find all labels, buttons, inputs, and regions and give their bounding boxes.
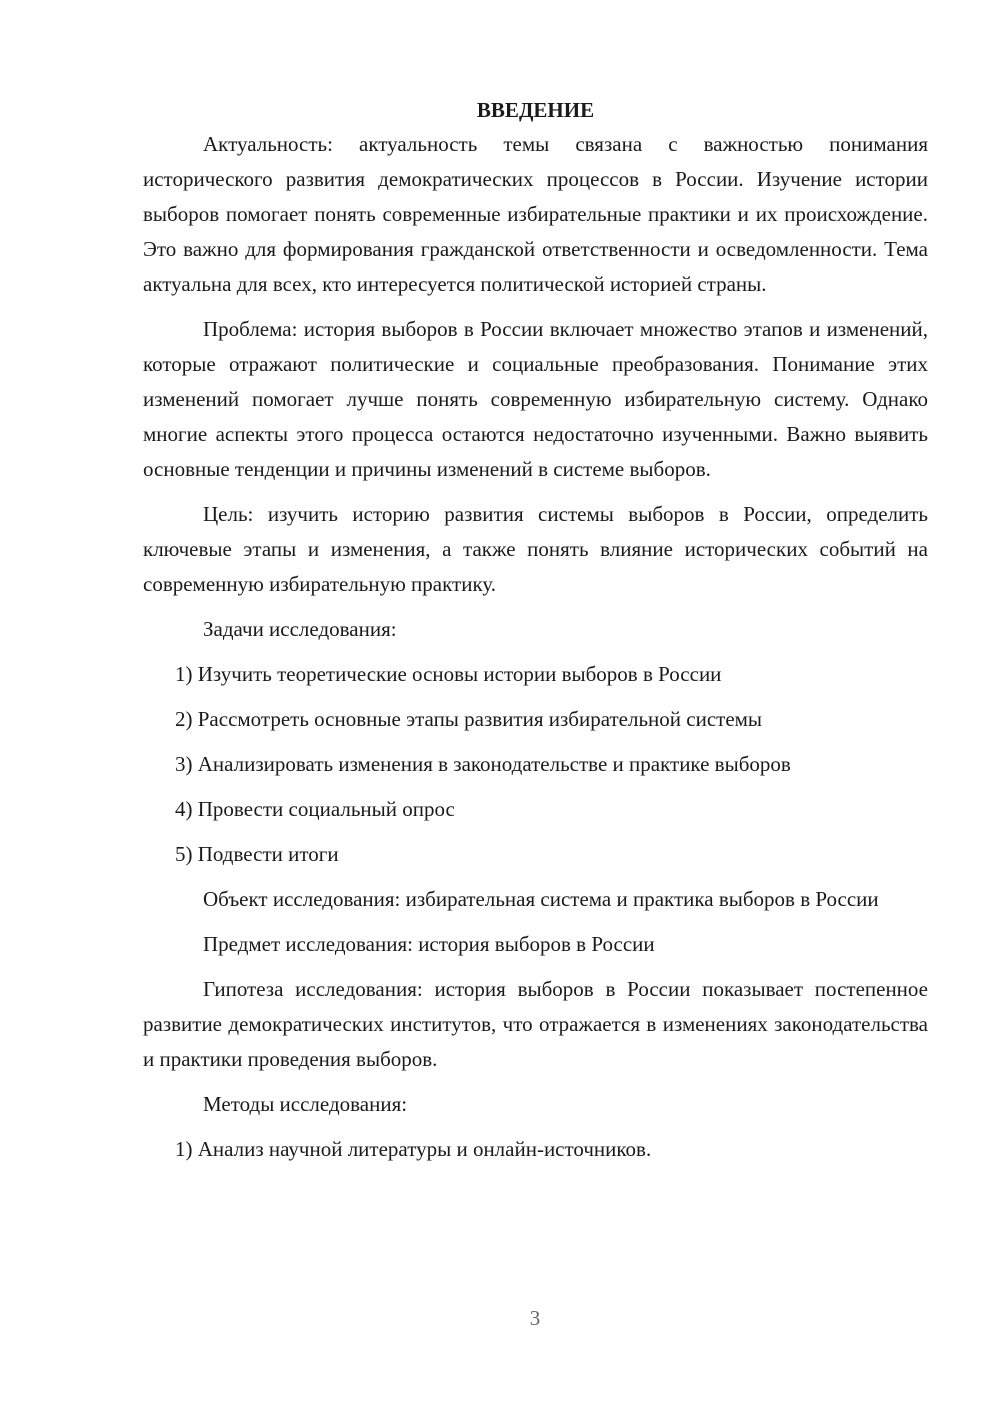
list-item: 1) Анализ научной литературы и онлайн-источников. <box>175 1137 652 1161</box>
list-item: 5) Подвести итоги <box>175 842 339 866</box>
section-heading: ВВЕДЕНИЕ <box>476 98 595 122</box>
page-number: 3 <box>529 1306 541 1330</box>
list-item: 2) Рассмотреть основные этапы развития избирательной системы <box>175 707 763 731</box>
goal-paragraph: Цель: изучить историю развития системы выборов в России, определить ключевые этапы и изменения, а также понять влияние исторических событий на современную избирательную практику. <box>143 502 928 596</box>
tasks-list <box>143 657 928 872</box>
hypothesis-paragraph: Гипотеза исследования: история выборов в России показывает постепенное развитие демократических институтов, что отражается в изменениях законодательства и практики проведения выборов. <box>143 977 928 1071</box>
object-paragraph: Объект исследования: избирательная система и практика выборов в России <box>203 887 879 911</box>
methods-heading: Методы исследования: <box>203 1092 408 1116</box>
list-item: 3) Анализировать изменения в законодательстве и практике выборов <box>175 752 791 776</box>
document-page <box>143 95 928 1177</box>
subject-paragraph: Предмет исследования: история выборов в России <box>203 932 655 956</box>
methods-list <box>143 1132 928 1167</box>
problem-paragraph: Проблема: история выборов в России включает множество этапов и изменений, которые отражают политические и социальные преобразования. Понимание этих изменений помогает лучше понять современную избирательную систему. Однако многие аспекты этого процесса остаются недостаточно изученными. Важно выявить основные тенденции и причины изменений в системе выборов. <box>143 317 928 481</box>
list-item: 4) Провести социальный опрос <box>175 797 455 821</box>
list-item: 1) Изучить теоретические основы истории выборов в России <box>175 662 722 686</box>
relevance-paragraph: Актуальность: актуальность темы связана с важностью понимания исторического развития демократических процессов в России. Изучение истории выборов помогает понять современные избирательные практики и их происхождение. Это важно для формирования гражданской ответственности и осведомленности. Тема актуальна для всех, кто интересуется политической историей страны. <box>143 132 928 296</box>
tasks-heading: Задачи исследования: <box>203 617 397 641</box>
